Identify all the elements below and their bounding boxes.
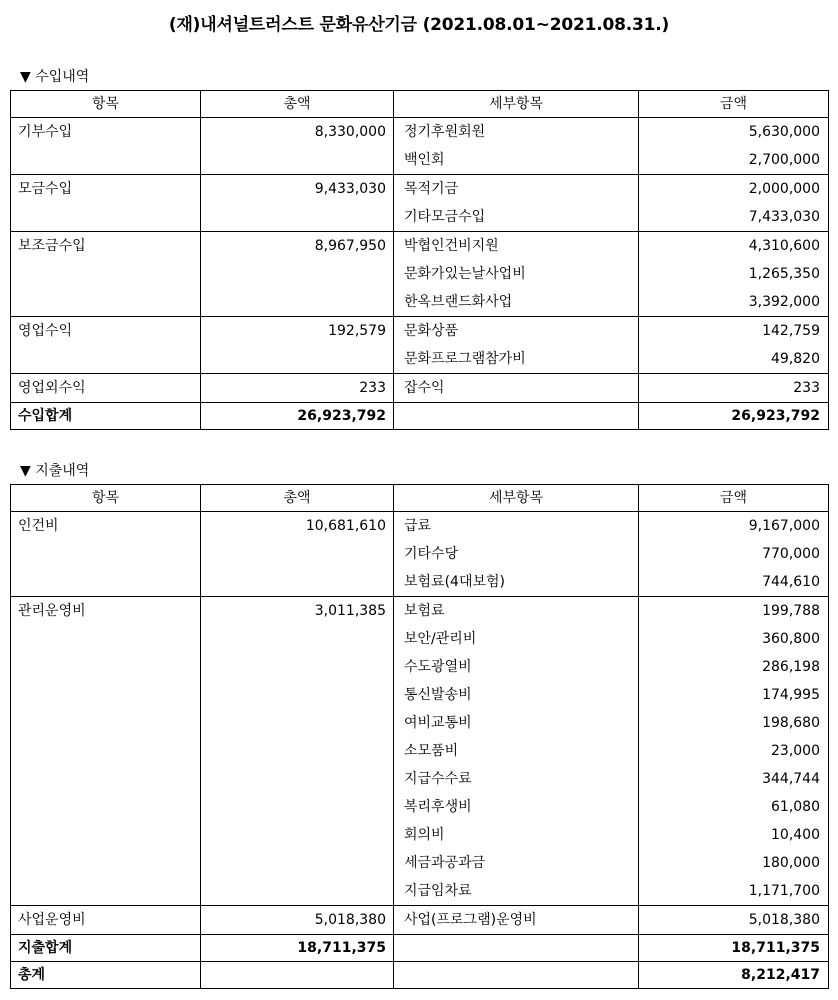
detail-names-cell: [394, 232, 639, 317]
detail-amount: 1,265,350: [748, 266, 820, 282]
total-cell: 5,018,380: [201, 906, 394, 935]
total-label: 수입합계: [11, 403, 201, 430]
detail-amounts-cell: [639, 317, 829, 374]
detail-amount: 198,680: [762, 715, 820, 731]
income-table: [10, 90, 829, 430]
detail-amounts-cell: [639, 597, 829, 906]
total-cell: 3,011,385: [201, 597, 394, 906]
detail-names-cell: [394, 374, 639, 403]
detail-name: 잡수익: [404, 380, 445, 396]
detail-amount: 233: [793, 380, 820, 396]
detail-names-cell: [394, 512, 639, 597]
total-amount: 18,711,375: [639, 935, 829, 962]
expense-table: [10, 484, 829, 989]
item-cell: 영업외수익: [11, 374, 201, 403]
item-cell: 관리운영비: [11, 597, 201, 906]
total-amount: 26,923,792: [639, 403, 829, 430]
detail-name: 지급수수료: [404, 771, 472, 787]
header-item: 항목: [11, 91, 201, 118]
table-row: [11, 175, 829, 232]
table-row: [11, 906, 829, 935]
detail-amount: 2,700,000: [748, 152, 820, 168]
detail-name: 통신발송비: [404, 687, 472, 703]
table-row: [11, 232, 829, 317]
header-item: 항목: [11, 485, 201, 512]
detail-name: 회의비: [404, 827, 445, 843]
total-row: [11, 403, 829, 430]
detail-name: 복리후생비: [404, 799, 472, 815]
detail-amounts-cell: [639, 118, 829, 175]
total-cell: 8,967,950: [201, 232, 394, 317]
detail-name: 문화프로그램참가비: [404, 351, 526, 367]
header-detail: 세부항목: [394, 91, 639, 118]
detail-amount: 1,171,700: [748, 883, 820, 899]
grand-empty-cell: [201, 962, 394, 989]
detail-names-cell: [394, 118, 639, 175]
detail-name: 문화가있는날사업비: [404, 266, 526, 282]
detail-name: 정기후원회원: [404, 124, 486, 140]
detail-amount: 744,610: [762, 574, 820, 590]
item-cell: 모금수입: [11, 175, 201, 232]
detail-amount: 10,400: [771, 827, 820, 843]
detail-amount: 9,167,000: [748, 518, 820, 534]
detail-amount: 7,433,030: [748, 209, 820, 225]
detail-amount: 770,000: [762, 546, 820, 562]
detail-amounts-cell: [639, 374, 829, 403]
income-section-label: ▼ 수입내역: [20, 69, 90, 85]
detail-name: 급료: [404, 518, 432, 534]
detail-name: 백인회: [404, 152, 445, 168]
grand-total-row: [11, 962, 829, 989]
detail-names-cell: [394, 317, 639, 374]
income-header-row: [11, 91, 829, 118]
table-row: [11, 317, 829, 374]
detail-amount: 199,788: [762, 603, 820, 619]
total-empty-cell: [394, 935, 639, 962]
table-row: [11, 597, 829, 906]
item-cell: 보조금수입: [11, 232, 201, 317]
detail-amount: 286,198: [762, 659, 820, 675]
detail-names-cell: [394, 906, 639, 935]
detail-name: 보험료: [404, 603, 445, 619]
detail-amount: 360,800: [762, 631, 820, 647]
detail-amount: 49,820: [771, 351, 820, 367]
detail-amount: 174,995: [762, 687, 820, 703]
detail-name: 문화상품: [404, 323, 459, 339]
page-title: (재)내셔널트러스트 문화유산기금 (2021.08.01~2021.08.31.): [168, 15, 670, 35]
detail-names-cell: [394, 597, 639, 906]
header-total: 총액: [201, 485, 394, 512]
total-label: 지출합계: [11, 935, 201, 962]
detail-name: 소모품비: [404, 743, 459, 759]
table-row: [11, 374, 829, 403]
detail-name: 보험료(4대보험): [404, 574, 505, 590]
detail-name: 기타모금수입: [404, 209, 486, 225]
grand-empty-cell: [394, 962, 639, 989]
expense-section-label: ▼ 지출내역: [20, 463, 90, 479]
header-amount: 금액: [639, 91, 829, 118]
total-cell: 9,433,030: [201, 175, 394, 232]
detail-amount: 2,000,000: [748, 181, 820, 197]
total-value: 26,923,792: [201, 403, 394, 430]
table-row: [11, 512, 829, 597]
detail-name: 박협인건비지원: [404, 238, 499, 254]
header-total: 총액: [201, 91, 394, 118]
detail-name: 기타수당: [404, 546, 459, 562]
total-cell: 10,681,610: [201, 512, 394, 597]
detail-name: 세금과공과금: [404, 855, 486, 871]
detail-name: 지급임차료: [404, 883, 472, 899]
total-value: 18,711,375: [201, 935, 394, 962]
detail-amounts-cell: [639, 232, 829, 317]
detail-name: 보안/관리비: [404, 631, 477, 647]
total-cell: 192,579: [201, 317, 394, 374]
detail-amount: 61,080: [771, 799, 820, 815]
detail-amount: 23,000: [771, 743, 820, 759]
detail-name: 한옥브랜드화사업: [404, 294, 513, 310]
expense-header-row: [11, 485, 829, 512]
detail-names-cell: [394, 175, 639, 232]
total-empty-cell: [394, 403, 639, 430]
detail-amount: 4,310,600: [748, 238, 820, 254]
detail-amounts-cell: [639, 175, 829, 232]
total-cell: 8,330,000: [201, 118, 394, 175]
header-amount: 금액: [639, 485, 829, 512]
detail-amounts-cell: [639, 906, 829, 935]
detail-name: 수도광열비: [404, 659, 472, 675]
detail-amount: 5,630,000: [748, 124, 820, 140]
detail-amounts-cell: [639, 512, 829, 597]
item-cell: 사업운영비: [11, 906, 201, 935]
grand-total-amount: 8,212,417: [639, 962, 829, 989]
item-cell: 영업수익: [11, 317, 201, 374]
detail-amount: 344,744: [762, 771, 820, 787]
header-detail: 세부항목: [394, 485, 639, 512]
table-row: [11, 118, 829, 175]
detail-amount: 142,759: [762, 323, 820, 339]
detail-name: 여비교통비: [404, 715, 472, 731]
detail-amount: 3,392,000: [748, 294, 820, 310]
detail-name: 목적기금: [404, 181, 459, 197]
detail-amount: 180,000: [762, 855, 820, 871]
detail-amount: 5,018,380: [748, 912, 820, 928]
grand-total-label: 총계: [11, 962, 201, 989]
detail-name: 사업(프로그램)운영비: [404, 912, 537, 928]
item-cell: 인건비: [11, 512, 201, 597]
total-row: [11, 935, 829, 962]
total-cell: 233: [201, 374, 394, 403]
item-cell: 기부수입: [11, 118, 201, 175]
